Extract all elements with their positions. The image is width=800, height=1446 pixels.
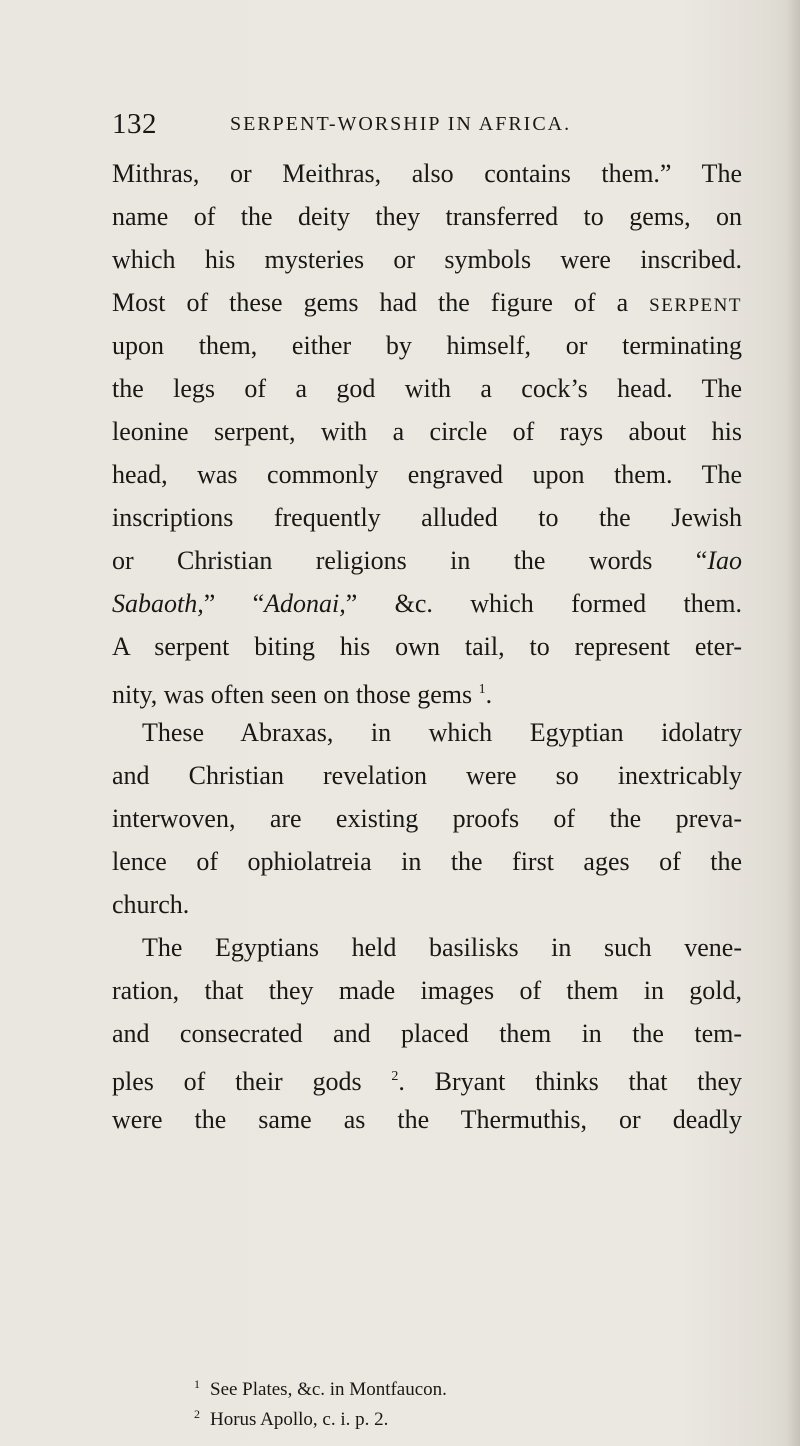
body-text [112,152,742,1141]
text-line: name of the deity they transferred to gems, on [112,202,742,231]
text-line: interwoven, are existing proofs of the preva- [112,804,742,833]
text-line [112,539,742,582]
text-line: and Christian revelation were so inextricably [112,761,742,790]
page-header [112,108,692,148]
footnote-mark: 2 [194,1407,200,1421]
text-line [112,582,742,625]
text-line: The Egyptians held basilisks in such vene- [142,933,742,962]
footnote-text: Horus Apollo, c. i. p. 2. [210,1409,389,1430]
text-line: upon them, either by himself, or terminating [112,331,742,360]
footnotes [194,1369,694,1429]
text-fragment: nity, was often seen on those gems [112,680,473,709]
text-line: which his mysteries or symbols were inscribed. [112,245,742,274]
text-fragment: ” “ [203,589,265,618]
footnote [194,1399,694,1429]
text-line [112,281,742,324]
page-edge-shadow [786,0,800,1446]
text-line: Mithras, or Meithras, also contains them.” The [112,159,742,188]
text-fragment: . Bryant thinks that they [398,1067,742,1096]
page-number: 132 [112,108,157,140]
footnote-reference: 2 [391,1069,399,1084]
text-fragment: Most of these gems had the figure of a [112,288,629,317]
text-fragment: or Christian religions in the words “ [112,546,708,575]
text-line: lence of ophiolatreia in the first ages of the [112,847,742,876]
text-line: These Abraxas, in which Egyptian idolatry [142,718,742,747]
text-line: leonine serpent, with a circle of rays about his [112,417,742,446]
footnote-text: See Plates, &c. in Montfaucon. [210,1379,447,1400]
text-line: and consecrated and placed them in the tem- [112,1019,742,1048]
italic-word: Iao [707,546,742,575]
small-caps-word: SERPENT [649,295,742,316]
running-head: SERPENT-WORSHIP IN AFRICA. [230,113,572,135]
footnote [194,1369,694,1399]
text-line: head, was commonly engraved upon them. The [112,460,742,489]
text-fragment: ples of their gods [112,1067,362,1096]
text-line: were the same as the Thermuthis, or deadly [112,1105,742,1134]
text-line: church. [112,890,190,919]
text-line [112,668,742,711]
text-line: the legs of a god with a cock’s head. The [112,374,742,403]
text-fragment: . [485,680,493,709]
footnote-mark: 1 [194,1377,200,1391]
text-line: inscriptions frequently alluded to the Jewish [112,503,742,532]
italic-word: Adonai, [264,589,346,618]
text-line: ration, that they made images of them in gold, [112,976,742,1005]
italic-word: Sabaoth, [112,589,204,618]
text-line: A serpent biting his own tail, to represent eter- [112,632,742,661]
text-line [112,1055,742,1098]
text-fragment: ” &c. which formed them. [345,589,742,618]
footnote-reference: 1 [478,682,486,697]
